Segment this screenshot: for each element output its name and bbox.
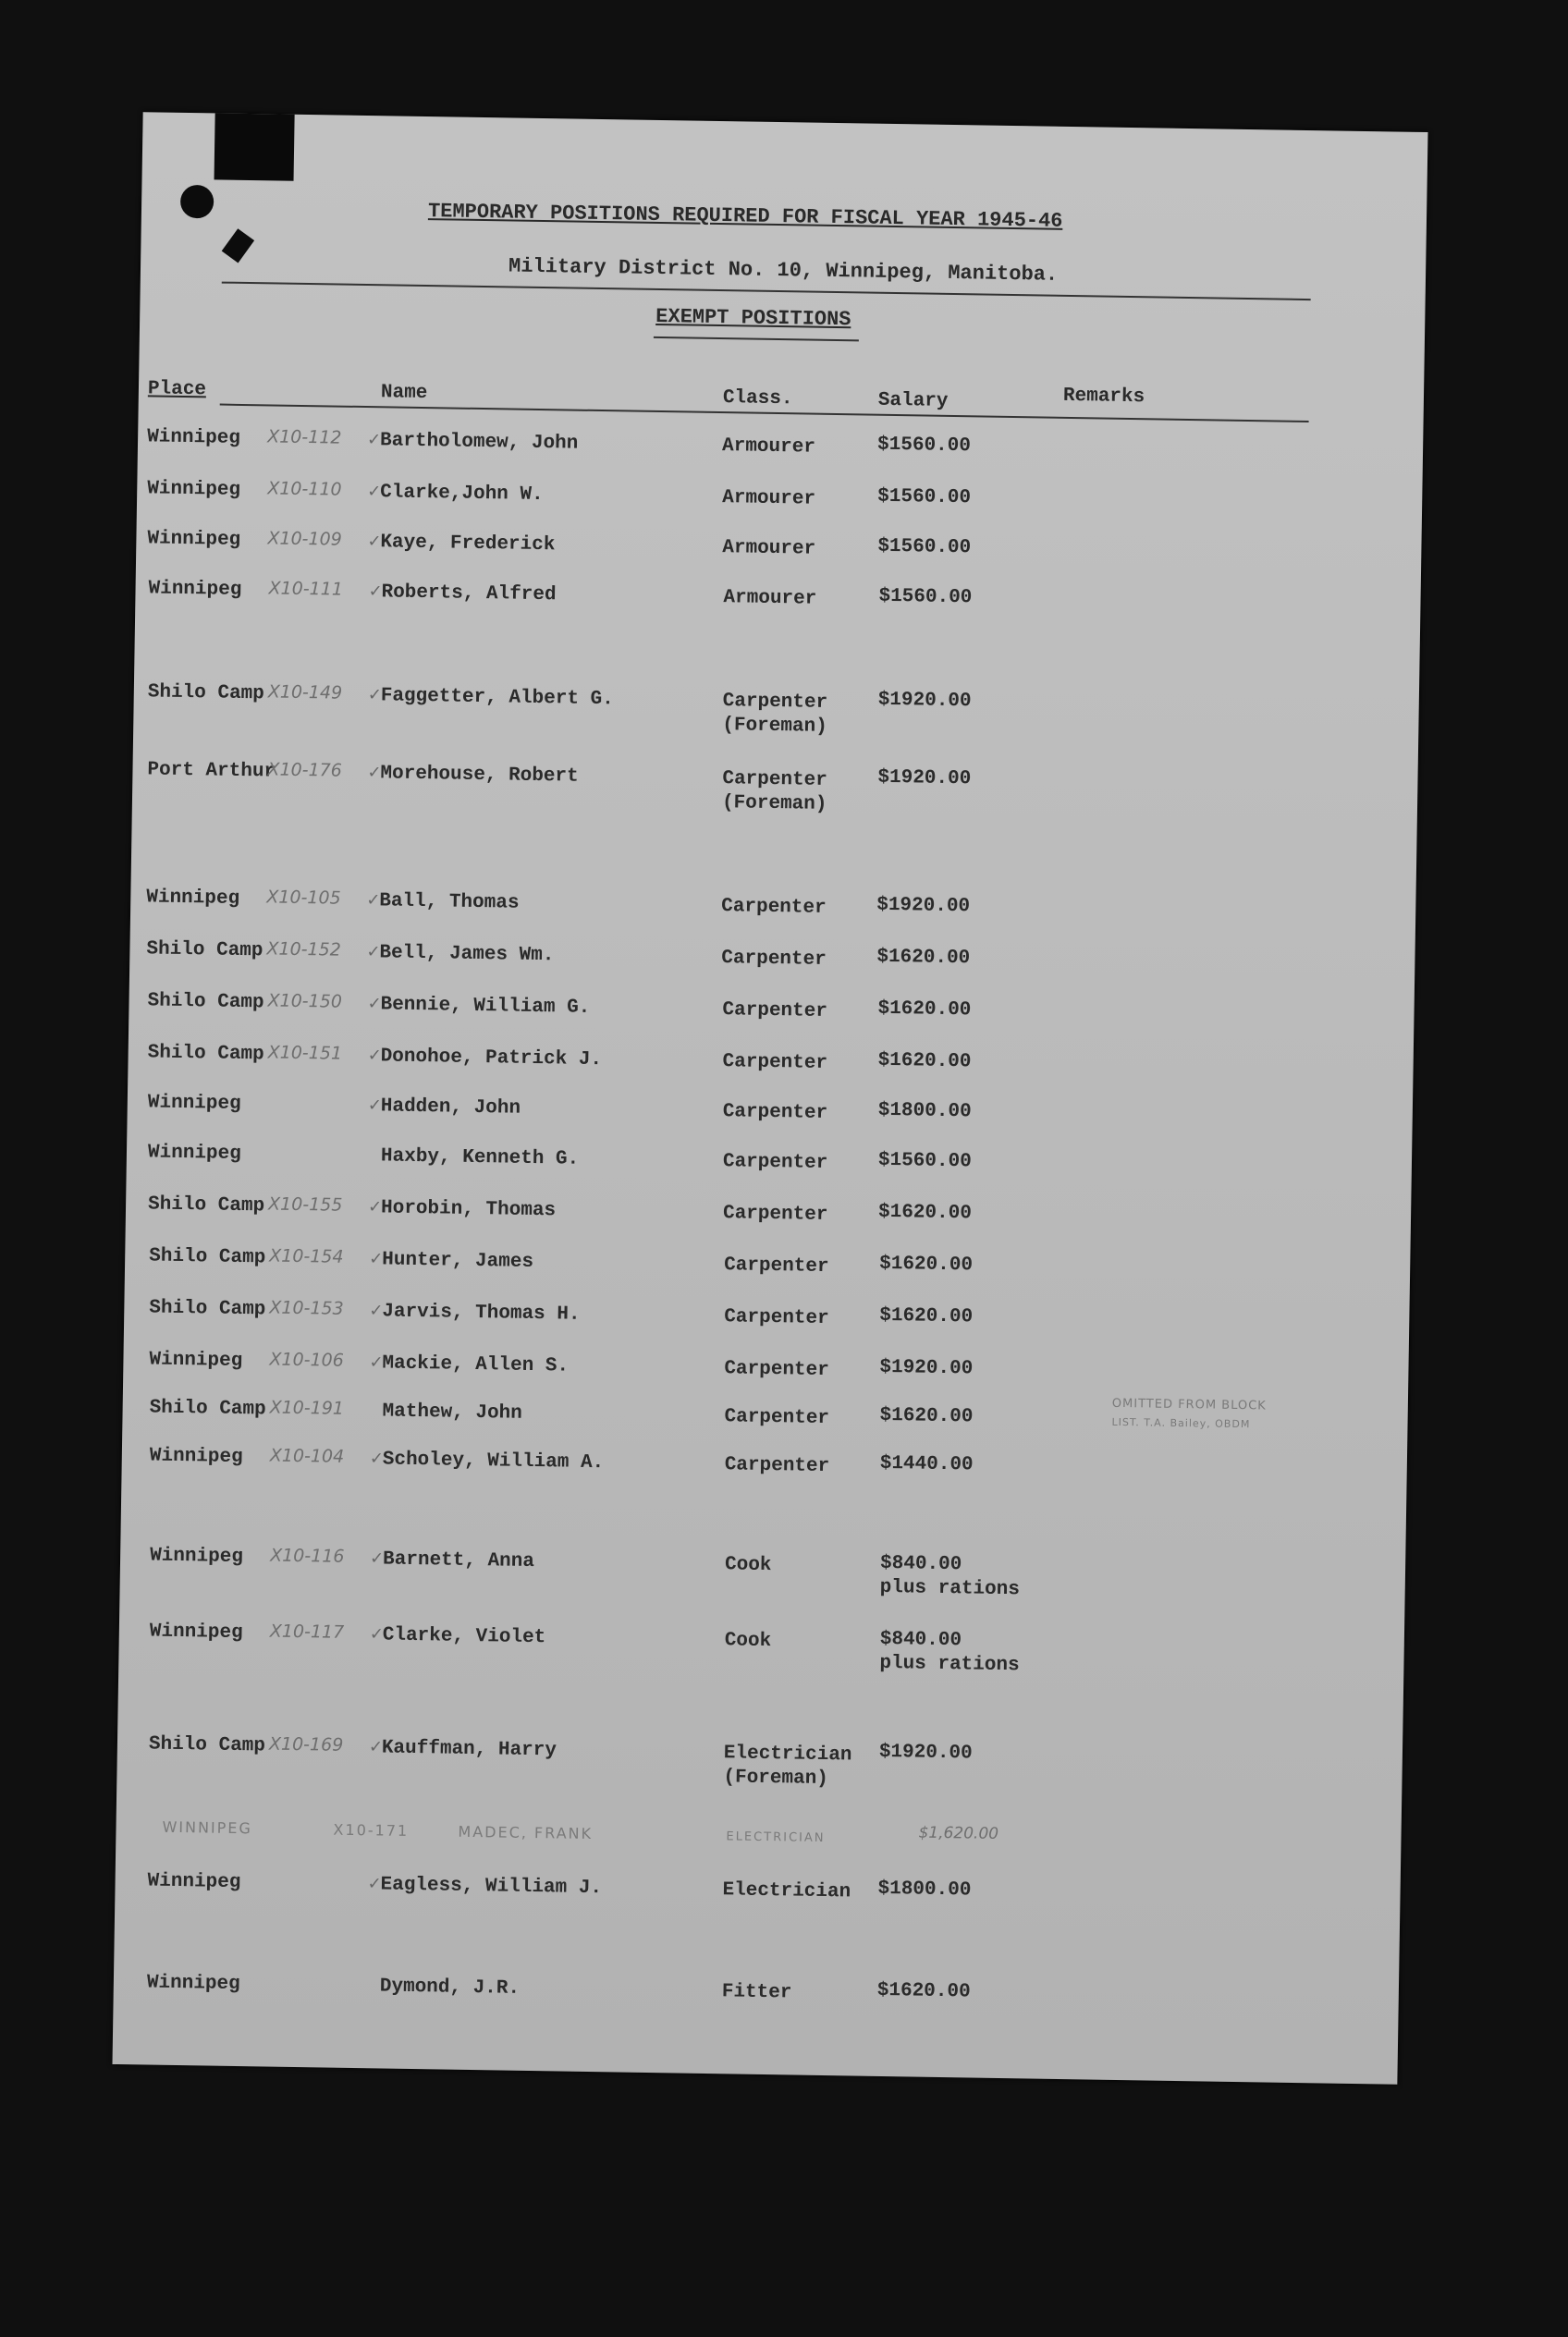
- row-name: Horobin, Thomas: [380, 1197, 557, 1222]
- row-salary: $1620.00: [877, 997, 972, 1022]
- row-place: Shilo Camp: [147, 1042, 264, 1066]
- handwritten-class: ELECTRICIAN: [726, 1829, 826, 1846]
- punch-hole-mark: [180, 185, 214, 219]
- row-class: Carpenter: [724, 1358, 829, 1382]
- row-code: X10-155: [267, 1193, 343, 1216]
- row-salary: $1800.00: [877, 1878, 972, 1902]
- row-salary-detail: plus rations: [879, 1576, 1021, 1601]
- handwritten-place: WINNIPEG: [162, 1817, 253, 1838]
- row-check-mark: ✓: [366, 430, 382, 450]
- row-code: X10-154: [269, 1245, 344, 1267]
- row-name: Donohoe, Patrick J.: [380, 1046, 603, 1071]
- row-name: Hunter, James: [382, 1249, 534, 1273]
- row-name: Dymond, J.R.: [379, 1976, 521, 2000]
- handwritten-name: MADEC, FRANK: [458, 1822, 594, 1843]
- row-check-mark: ✓: [366, 890, 381, 911]
- row-salary: $1800.00: [877, 1099, 972, 1123]
- row-place: Shilo Camp: [148, 1733, 266, 1757]
- row-class: Cook: [724, 1554, 772, 1577]
- header-remarks: Remarks: [1062, 385, 1145, 409]
- row-place: Winnipeg: [147, 1142, 241, 1166]
- row-place: Winnipeg: [146, 887, 240, 910]
- row-class-detail: (Foreman): [722, 715, 827, 738]
- row-name: Clarke, Violet: [382, 1624, 546, 1649]
- row-class: Armourer: [721, 435, 816, 459]
- row-salary: $1560.00: [877, 535, 972, 559]
- row-salary: $1560.00: [877, 485, 972, 509]
- row-name: Jarvis, Thomas H.: [382, 1301, 581, 1326]
- section-title: EXEMPT POSITIONS: [655, 304, 851, 332]
- row-check-mark: ✓: [369, 1624, 385, 1645]
- row-place: Shilo Camp: [147, 990, 264, 1014]
- row-salary: $1920.00: [876, 894, 971, 918]
- row-class: Armourer: [723, 587, 817, 610]
- handwritten-salary: $1,620.00: [918, 1823, 999, 1843]
- ink-blot-mark: [222, 228, 254, 263]
- header-class: Class.: [722, 387, 793, 410]
- row-name: Morehouse, Robert: [380, 763, 579, 788]
- row-salary: $1920.00: [879, 1356, 974, 1380]
- row-name: Eagless, William J.: [380, 1874, 603, 1900]
- page-title: TEMPORARY POSITIONS REQUIRED FOR FISCAL YEAR 1945-46: [427, 200, 1063, 233]
- row-place: Winnipeg: [148, 578, 242, 601]
- section-underline: [654, 336, 859, 341]
- header-salary: Salary: [877, 389, 949, 412]
- row-class: Carpenter: [723, 1254, 829, 1279]
- row-name: Faggetter, Albert G.: [380, 685, 614, 711]
- row-place: Shilo Camp: [149, 1245, 266, 1269]
- row-class: Armourer: [722, 487, 816, 510]
- row-code: X10-106: [269, 1349, 344, 1371]
- row-class: Carpenter: [724, 1306, 829, 1330]
- row-code: X10-109: [267, 528, 342, 550]
- row-salary: $1560.00: [878, 585, 973, 609]
- row-name: Scholey, William A.: [382, 1449, 605, 1474]
- row-code: X10-152: [266, 938, 341, 960]
- row-name: Mathew, John: [382, 1401, 523, 1425]
- row-code: X10-117: [269, 1621, 345, 1643]
- row-place: Shilo Camp: [149, 1297, 266, 1321]
- row-class: Carpenter: [721, 948, 827, 971]
- row-code: X10-105: [266, 887, 341, 909]
- row-class: Carpenter: [722, 1101, 828, 1124]
- row-class: Fitter: [721, 1981, 792, 2004]
- document-page: [112, 112, 1427, 2085]
- row-code: X10-150: [267, 990, 343, 1012]
- row-salary: $1560.00: [876, 434, 972, 458]
- row-check-mark: ✓: [367, 1095, 383, 1116]
- row-code: X10-169: [268, 1733, 344, 1756]
- divider: [222, 282, 1311, 301]
- row-code: X10-176: [267, 759, 343, 781]
- row-code: X10-116: [269, 1545, 345, 1567]
- row-salary: $1920.00: [878, 1741, 973, 1765]
- row-salary: $1920.00: [877, 689, 972, 713]
- row-name: Roberts, Alfred: [381, 581, 557, 606]
- row-check-mark: ✓: [367, 685, 383, 705]
- row-check-mark: ✓: [369, 1352, 384, 1373]
- row-check-mark: ✓: [369, 1249, 384, 1269]
- row-class: Cook: [724, 1630, 772, 1653]
- row-check-mark: ✓: [367, 763, 382, 783]
- row-check-mark: ✓: [367, 532, 382, 552]
- row-class: Carpenter: [721, 896, 827, 919]
- row-check-mark: ✓: [368, 1737, 384, 1757]
- row-name: Kauffman, Harry: [381, 1737, 557, 1762]
- row-check-mark: ✓: [368, 581, 383, 602]
- row-code: X10-112: [267, 426, 342, 448]
- row-salary: $1920.00: [877, 766, 972, 790]
- row-name: Haxby, Kenneth G.: [380, 1145, 580, 1170]
- row-salary: $1440.00: [879, 1452, 974, 1476]
- row-salary: $1620.00: [879, 1404, 974, 1428]
- row-check-mark: ✓: [366, 942, 381, 962]
- row-place: Winnipeg: [149, 1545, 244, 1569]
- row-class: Carpenter: [724, 1454, 830, 1478]
- row-name: Ball, Thomas: [379, 890, 520, 914]
- row-place: Winnipeg: [146, 1972, 240, 1996]
- row-place: Shilo Camp: [146, 938, 263, 962]
- row-check-mark: ✓: [367, 994, 382, 1014]
- row-code: X10-151: [267, 1042, 343, 1064]
- row-place: Shilo Camp: [149, 1397, 266, 1421]
- row-place: Winnipeg: [149, 1349, 243, 1373]
- margin-note-line2: LIST. T.A. Bailey, OBDM: [1111, 1415, 1251, 1431]
- row-check-mark: ✓: [367, 482, 382, 502]
- row-check-mark: ✓: [369, 1548, 385, 1569]
- row-place: Winnipeg: [149, 1445, 243, 1469]
- row-class: Carpenter: [722, 1051, 828, 1074]
- row-place: Port Arthur: [147, 759, 276, 783]
- row-class: Carpenter: [722, 768, 828, 791]
- row-salary: $1560.00: [877, 1149, 972, 1173]
- row-place: Shilo Camp: [147, 1193, 265, 1217]
- row-name: Bennie, William G.: [380, 994, 591, 1019]
- row-class: Carpenter: [724, 1406, 830, 1430]
- row-class: Electrician: [723, 1743, 852, 1767]
- row-name: Mackie, Allen S.: [382, 1352, 570, 1377]
- row-class: Carpenter: [722, 1203, 828, 1226]
- row-place: Shilo Camp: [147, 681, 265, 705]
- row-name: Kaye, Frederick: [380, 532, 556, 557]
- row-class-detail: (Foreman): [721, 792, 827, 815]
- row-place: Winnipeg: [147, 1870, 241, 1894]
- row-check-mark: ✓: [367, 1046, 382, 1066]
- row-salary-detail: plus rations: [879, 1652, 1020, 1677]
- row-salary: $1620.00: [877, 1049, 972, 1073]
- row-code: X10-149: [267, 681, 343, 704]
- handwritten-code: X10-171: [333, 1820, 410, 1840]
- row-class: Carpenter: [722, 1151, 828, 1174]
- page-subtitle: Military District No. 10, Winnipeg, Manitoba.: [508, 254, 1059, 287]
- row-place: Winnipeg: [147, 528, 241, 551]
- row-class: Carpenter: [722, 999, 828, 1022]
- row-code: X10-111: [268, 578, 344, 600]
- row-salary: $1620.00: [877, 1201, 973, 1225]
- row-salary: $1620.00: [879, 1253, 974, 1277]
- row-code: X10-110: [267, 478, 342, 500]
- row-code: X10-104: [269, 1445, 345, 1467]
- row-code: X10-153: [269, 1297, 344, 1319]
- row-place: Winnipeg: [147, 1092, 241, 1116]
- row-name: Clarke,John W.: [380, 482, 544, 507]
- row-class: Carpenter: [722, 691, 828, 714]
- row-name: Hadden, John: [380, 1095, 521, 1120]
- row-name: Bell, James Wm.: [379, 942, 555, 967]
- page-tab-mark: [214, 113, 295, 180]
- row-salary: $1620.00: [879, 1304, 974, 1328]
- row-name: Barnett, Anna: [382, 1548, 535, 1573]
- row-name: Bartholomew, John: [379, 430, 579, 455]
- row-salary: $1620.00: [876, 1979, 971, 2003]
- row-check-mark: ✓: [369, 1301, 384, 1321]
- row-salary: $840.00: [879, 1628, 962, 1652]
- row-class: Armourer: [722, 537, 816, 560]
- header-place: Place: [147, 378, 207, 401]
- row-check-mark: ✓: [367, 1874, 382, 1894]
- row-place: Winnipeg: [146, 426, 241, 449]
- row-check-mark: ✓: [367, 1197, 383, 1217]
- row-class-detail: (Foreman): [723, 1767, 829, 1791]
- header-name: Name: [380, 382, 428, 405]
- row-place: Winnipeg: [149, 1621, 243, 1645]
- row-class: Electrician: [722, 1879, 851, 1903]
- row-check-mark: ✓: [369, 1449, 385, 1469]
- row-place: Winnipeg: [147, 478, 241, 501]
- row-salary: $1620.00: [876, 946, 971, 970]
- row-salary: $840.00: [879, 1552, 962, 1576]
- margin-note-line1: OMITTED FROM BLOCK: [1111, 1396, 1267, 1413]
- row-code: X10-191: [269, 1397, 345, 1419]
